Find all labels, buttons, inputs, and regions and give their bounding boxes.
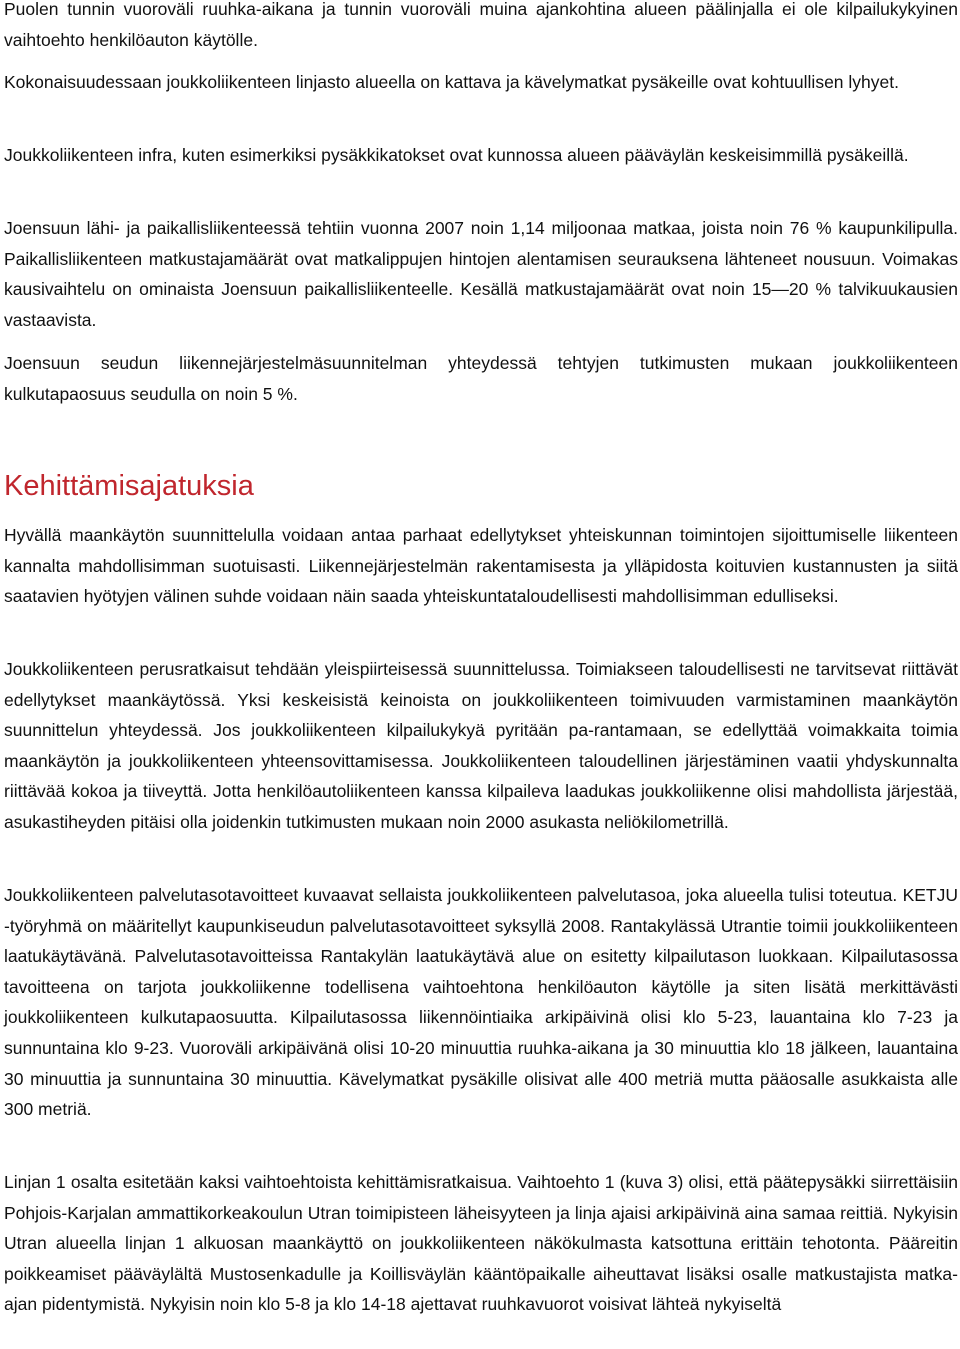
paragraph-service-level: Joukkoliikenteen palvelutasotavoitteet kuvaavat sellaista joukkoliikenteen palvelutasoa, joka alueella tulisi toteutua. KETJU -työryhmä on määritellyt kaupunkiseudun palvelutasotavoitteet syksyllä 2008. Rantakylässä Utrantie toimii joukkoliikenteen laatukäytävänä. Palvelutasotavoitteissa Rantakylän laatukäytävä alue on esitetty kilpailutason luokkaan. Kilpailutasossa tavoitteena on tarjota joukkoliikenne todellisena vaihtoehtona henkilöauton käytölle ja siten lisätä merkittävästi joukkoliikenteen kulkutapaosuutta. Kilpailutasossa liikennöintiaika arkipäivinä olisi klo 5-23, lauantaina klo 7-23 ja sunnuntaina klo 9-23. Vuoroväli arkipäivänä olisi 10-20 minuuttia ruuhka-aikana ja 30 minuuttia klo 18 jälkeen, lauantaina 30 minuuttia ja sunnuntaina 30 minuuttia. Kävelymatkat pysäkille olisivat alle 400 metriä mutta pääosalle asukkaista alle 300 metriä. [4,885,958,1120]
paragraph-line-1-alternatives: Linjan 1 osalta esitetään kaksi vaihtoehtoista kehittämisratkaisua. Vaihtoehto 1 (kuva 3) olisi, että päätepysäkki siirrettäisiin Pohjois-Karjalan ammattikorkeakoulun Utran toimipisteen läheisyyteen ja linja ajaisi arkipäivinä aina samaa reittiä. Nykyisin Utran alueella linjan 1 alkuosan maankäyttö on joukkoliikenteen näkökulmasta katsottuna erittäin tehotonta. Pääreitin poikkeamiset pääväylältä Mustosenkadulle ja Koillisväylän kääntöpaikalle aiheuttavat lisäksi osalle matkustajista matka-ajan pidentymistä. Nykyisin noin klo 5-8 ja klo 14-18 ajettavat ruuhkavuorot voisivat lähteä nykyiseltä [4,1172,958,1315]
paragraph-stop-infrastructure: Joukkoliikenteen infra, kuten esimerkiksi pysäkkikatokset ovat kunnossa alueen pääväylän keskeisimmillä pysäkeillä. [4,145,909,165]
paragraph-modal-share: Joensuun seudun liikennejärjestelmäsuunnitelman yhteydessä tehtyjen tutkimusten mukaan joukkoliikenteen kulkutapaosuus seudulla on noin 5 %. [4,353,958,404]
paragraph-peak-headway: Puolen tunnin vuoroväli ruuhka-aikana ja tunnin vuoroväli muina ajankohtina alueen päälinjalla ei ole kilpailukykyinen vaihtoehto henkilöauton käytölle. [4,0,958,50]
paragraph-route-network: Kokonaisuudessaan joukkoliikenteen linjasto alueella on kattava ja kävelymatkat pysäkeille ovat kohtuullisen lyhyet. [4,72,899,92]
paragraph-passenger-volumes: Joensuun lähi- ja paikallisliikenteessä tehtiin vuonna 2007 noin 1,14 miljoonaa matkaa, joista noin 76 % kaupunkilipulla. Paikallisliikenteen matkustajamäärät ovat matkalippujen hintojen alentamisen seurauksena lähteneet nousuun. Voimakas kausivaihtelu on ominaista Joensuun paikallisliikenteelle. Kesällä matkustajamäärät ovat noin 15—20 % talvikuukausien vastaavista. [4,218,958,330]
paragraph-transit-basics: Joukkoliikenteen perusratkaisut tehdään yleispiirteisessä suunnittelussa. Toimiakseen taloudellisesti ne tarvitsevat riittävät edellytykset maankäytössä. Yksi keskeisistä keinoista on joukkoliikenteen toimivuuden varmistaminen maankäytön suunnittelun yhteydessä. Jos joukkoliikenteen kilpailukykyä pyritään pa-rantamaan, se edellyttää voimakkaita toimia maankäytön ja joukkoliikenteen yhteensovittamisessa. Joukkoliikenteen taloudellinen järjestäminen vaatii yhdyskunnalta riittävää kokoa ja tiiveyttä. Jotta henkilöautoliikenteen kanssa kilpaileva laadukas joukkoliikenne olisi mahdollista järjestää, asukastiheyden pitäisi olla joidenkin tutkimusten mukaan noin 2000 asukasta neliökilometrillä. [4,659,958,832]
section-heading: Kehittämisajatuksia [4,470,254,502]
paragraph-land-use-planning: Hyvällä maankäytön suunnittelulla voidaan antaa parhaat edellytykset yhteiskunnan toimintojen sijoittumiselle liikenteen kannalta mahdollisimman suotuisasti. Liikennejärjestelmän rakentamisesta ja ylläpidosta koituvien kustannusten ja siitä saatavien hyötyjen välinen suhde voidaan näin saada yhteiskuntataloudellisesti mahdollisimman edulliseksi. [4,525,958,607]
